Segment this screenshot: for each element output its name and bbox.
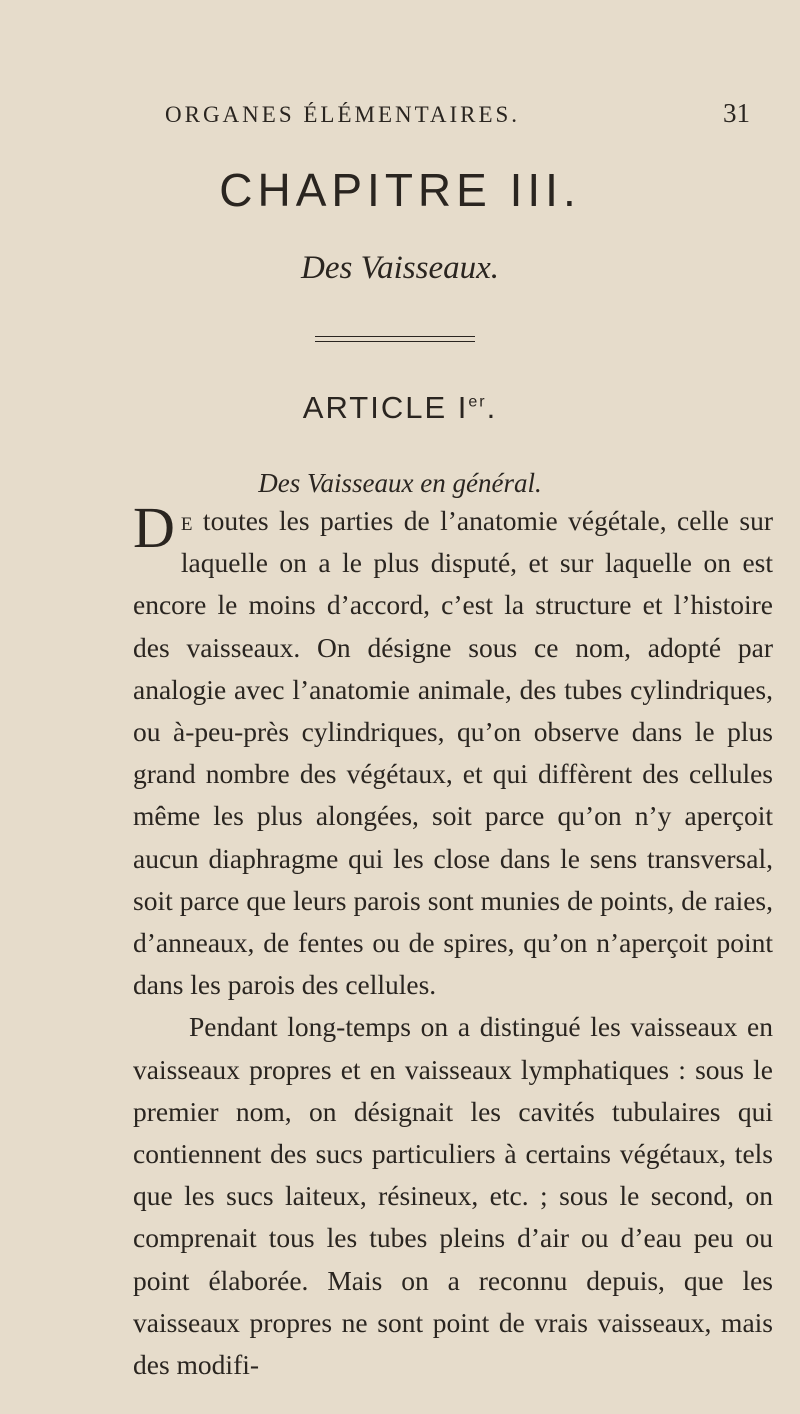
article-title-text: ARTICLE I — [302, 390, 469, 425]
body-text — [133, 495, 773, 1386]
page-header — [165, 98, 750, 129]
drop-cap: D — [133, 495, 175, 560]
page-number: 31 — [723, 98, 750, 128]
article-subtitle: Des Vaisseaux en général. — [258, 468, 542, 498]
chapter-title: CHAPITRE III. — [219, 164, 581, 216]
paragraph — [133, 495, 773, 1006]
running-title: ORGANES ÉLÉMENTAIRES. — [165, 102, 521, 127]
paragraph-2: Pendant long-temps on a distingué les vaisseaux en vaisseaux propres et en vaisseaux lymphatiques : sous le premier nom, on désignait les cavités tubulaires qui contiennent des sucs particuliers à certains végétaux, tels que les sucs laiteux, résineux, etc. ; sous le second, on comprenait tous les tubes pleins d’air ou d’eau peu ou point élaborée. Mais on a reconnu depuis, que les vaisseaux propres ne sont point de vrais vaisseaux, mais des modifi- — [133, 1011, 773, 1381]
divider-rule — [315, 336, 475, 337]
divider-rule — [315, 341, 475, 342]
chapter-subtitle: Des Vaisseaux. — [301, 250, 499, 286]
lead-word: e — [180, 505, 193, 536]
article-title-sup: er — [468, 393, 487, 411]
article-title-end: . — [486, 390, 498, 425]
paragraph-1-text: toutes les parties de l’anatomie végétale, celle sur laquelle on a le plus disputé, et sur laquelle on est encore le moins d’accord, c’est la structure et l’histoire des vaisseaux. On désigne sous ce nom, adopté par analogie avec l’anatomie animale, des tubes cylindriques, ou à-peu-près cylindriques, qu’on observe dans le plus grand nombre des végétaux, et qui diffèrent des cellules même les plus alongées, soit parce qu’on n’y aperçoit aucun diaphragme qui les close dans le sens transversal, soit parce que leurs parois sont munies de points, de raies, d’anneaux, de fentes ou de spires, qu’on n’aperçoit point dans les parois des cellules. — [133, 505, 773, 1001]
article-title — [0, 390, 800, 426]
